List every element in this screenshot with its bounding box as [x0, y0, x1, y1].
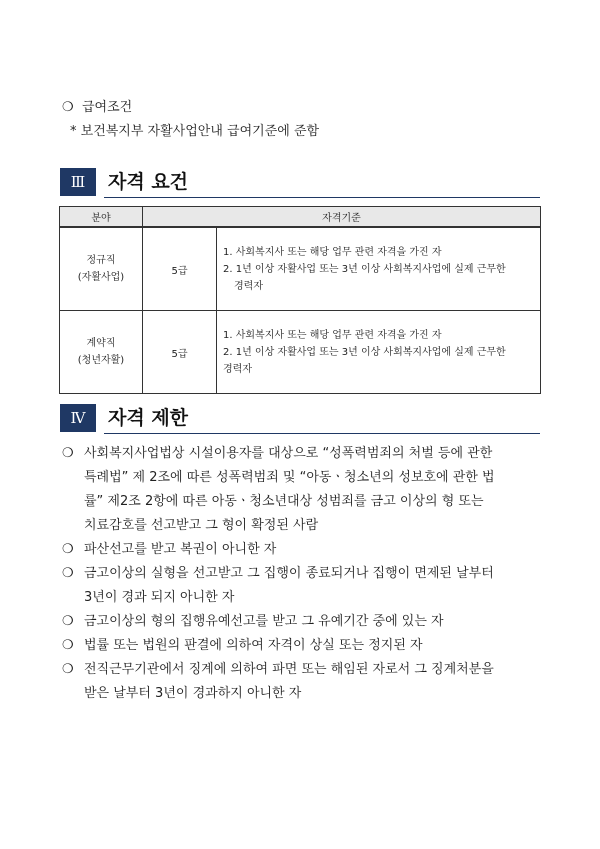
table-row — [60, 227, 541, 311]
section-title: 자격 요건 — [108, 171, 189, 193]
criteria-item: 1. 사회복지사 또는 해당 업무 관련 자격을 가진 자 — [223, 246, 442, 258]
category-cell — [60, 311, 143, 394]
circle-bullet-icon: ❍ — [62, 100, 74, 115]
list-item — [62, 442, 542, 538]
qualification-table — [59, 206, 541, 394]
criteria-cell — [217, 227, 541, 311]
section-number-box: Ⅳ — [60, 404, 96, 432]
criteria-item: 1. 사회복지사 또는 해당 업무 관련 자격을 가진 자 — [223, 329, 442, 341]
list-item — [62, 562, 542, 610]
section-header-qualifications — [60, 168, 540, 198]
criteria-item-continuation: 경력자 — [234, 280, 263, 292]
criteria-item: 2. 1년 이상 자활사업 또는 3년 이상 사회복지사업에 실제 근무한 — [223, 263, 506, 275]
circle-bullet-icon: ❍ — [62, 638, 74, 653]
category-sub: (청년자활) — [77, 355, 125, 366]
restriction-text — [84, 610, 542, 634]
section-header-restrictions — [60, 404, 540, 434]
table-header-row — [60, 207, 541, 228]
circle-bullet-icon: ❍ — [62, 446, 74, 461]
criteria-item: 2. 1년 이상 자활사업 또는 3년 이상 사회복지사업에 실제 근무한 — [223, 346, 506, 358]
list-item — [62, 634, 542, 658]
restriction-text — [84, 634, 542, 658]
restriction-line: 사회복지사업법상 시설이용자를 대상으로 “성폭력범죄의 처벌 등에 관한 — [84, 446, 493, 461]
circle-bullet-icon: ❍ — [62, 662, 74, 677]
section-underline — [104, 433, 540, 434]
list-item — [62, 610, 542, 634]
table-row — [60, 311, 541, 394]
restriction-line: 금고이상의 실형을 선고받고 그 집행이 종료되거나 집행이 면제된 날부터 — [84, 566, 494, 581]
restriction-text — [84, 562, 542, 610]
restriction-line: 금고이상의 형의 집행유예선고를 받고 그 유예기간 중에 있는 자 — [84, 614, 444, 629]
section-underline — [104, 197, 540, 198]
restriction-list — [62, 442, 542, 706]
criteria-cell — [217, 311, 541, 394]
grade-cell: 5급 — [143, 227, 217, 311]
circle-bullet-icon: ❍ — [62, 614, 74, 629]
restriction-line: 치료감호를 선고받고 그 형이 확정된 사람 — [84, 518, 319, 533]
list-item — [62, 538, 542, 562]
category-name: 계약직 — [86, 338, 116, 349]
category-sub: (자활사업) — [77, 272, 125, 283]
column-header-field: 분야 — [60, 207, 143, 228]
salary-title: 급여조건 — [82, 100, 133, 115]
restriction-text — [84, 538, 542, 562]
category-name: 정규직 — [86, 255, 116, 266]
section-number-box: Ⅲ — [60, 168, 96, 196]
circle-bullet-icon: ❍ — [62, 566, 74, 581]
salary-heading — [62, 96, 319, 120]
restriction-line: 3년이 경과 되지 아니한 자 — [84, 590, 235, 605]
category-cell — [60, 227, 143, 311]
restriction-line: 률” 제2조 2항에 따른 아동ㆍ청소년대상 성범죄를 금고 이상의 형 또는 — [84, 494, 484, 509]
restriction-text — [84, 658, 542, 706]
column-header-criteria: 자격기준 — [143, 207, 541, 228]
grade-cell: 5급 — [143, 311, 217, 394]
circle-bullet-icon: ❍ — [62, 542, 74, 557]
criteria-item-continuation: 경력자 — [223, 363, 252, 375]
restriction-text — [84, 442, 542, 538]
salary-note: * 보건복지부 자활사업안내 급여기준에 준함 — [70, 124, 320, 139]
list-item — [62, 658, 542, 706]
section-title: 자격 제한 — [108, 407, 189, 429]
salary-conditions — [62, 96, 319, 144]
restriction-line: 특례법” 제 2조에 따른 성폭력범죄 및 “아동ㆍ청소년의 성보호에 관한 법 — [84, 470, 495, 485]
restriction-line: 전직근무기관에서 징계에 의하여 파면 또는 해임된 자로서 그 징계처분을 — [84, 662, 494, 677]
restriction-line: 받은 날부터 3년이 경과하지 아니한 자 — [84, 686, 302, 701]
restriction-line: 파산선고를 받고 복권이 아니한 자 — [84, 542, 277, 557]
restriction-line: 법률 또는 법원의 판결에 의하여 자격이 상실 또는 정지된 자 — [84, 638, 423, 653]
